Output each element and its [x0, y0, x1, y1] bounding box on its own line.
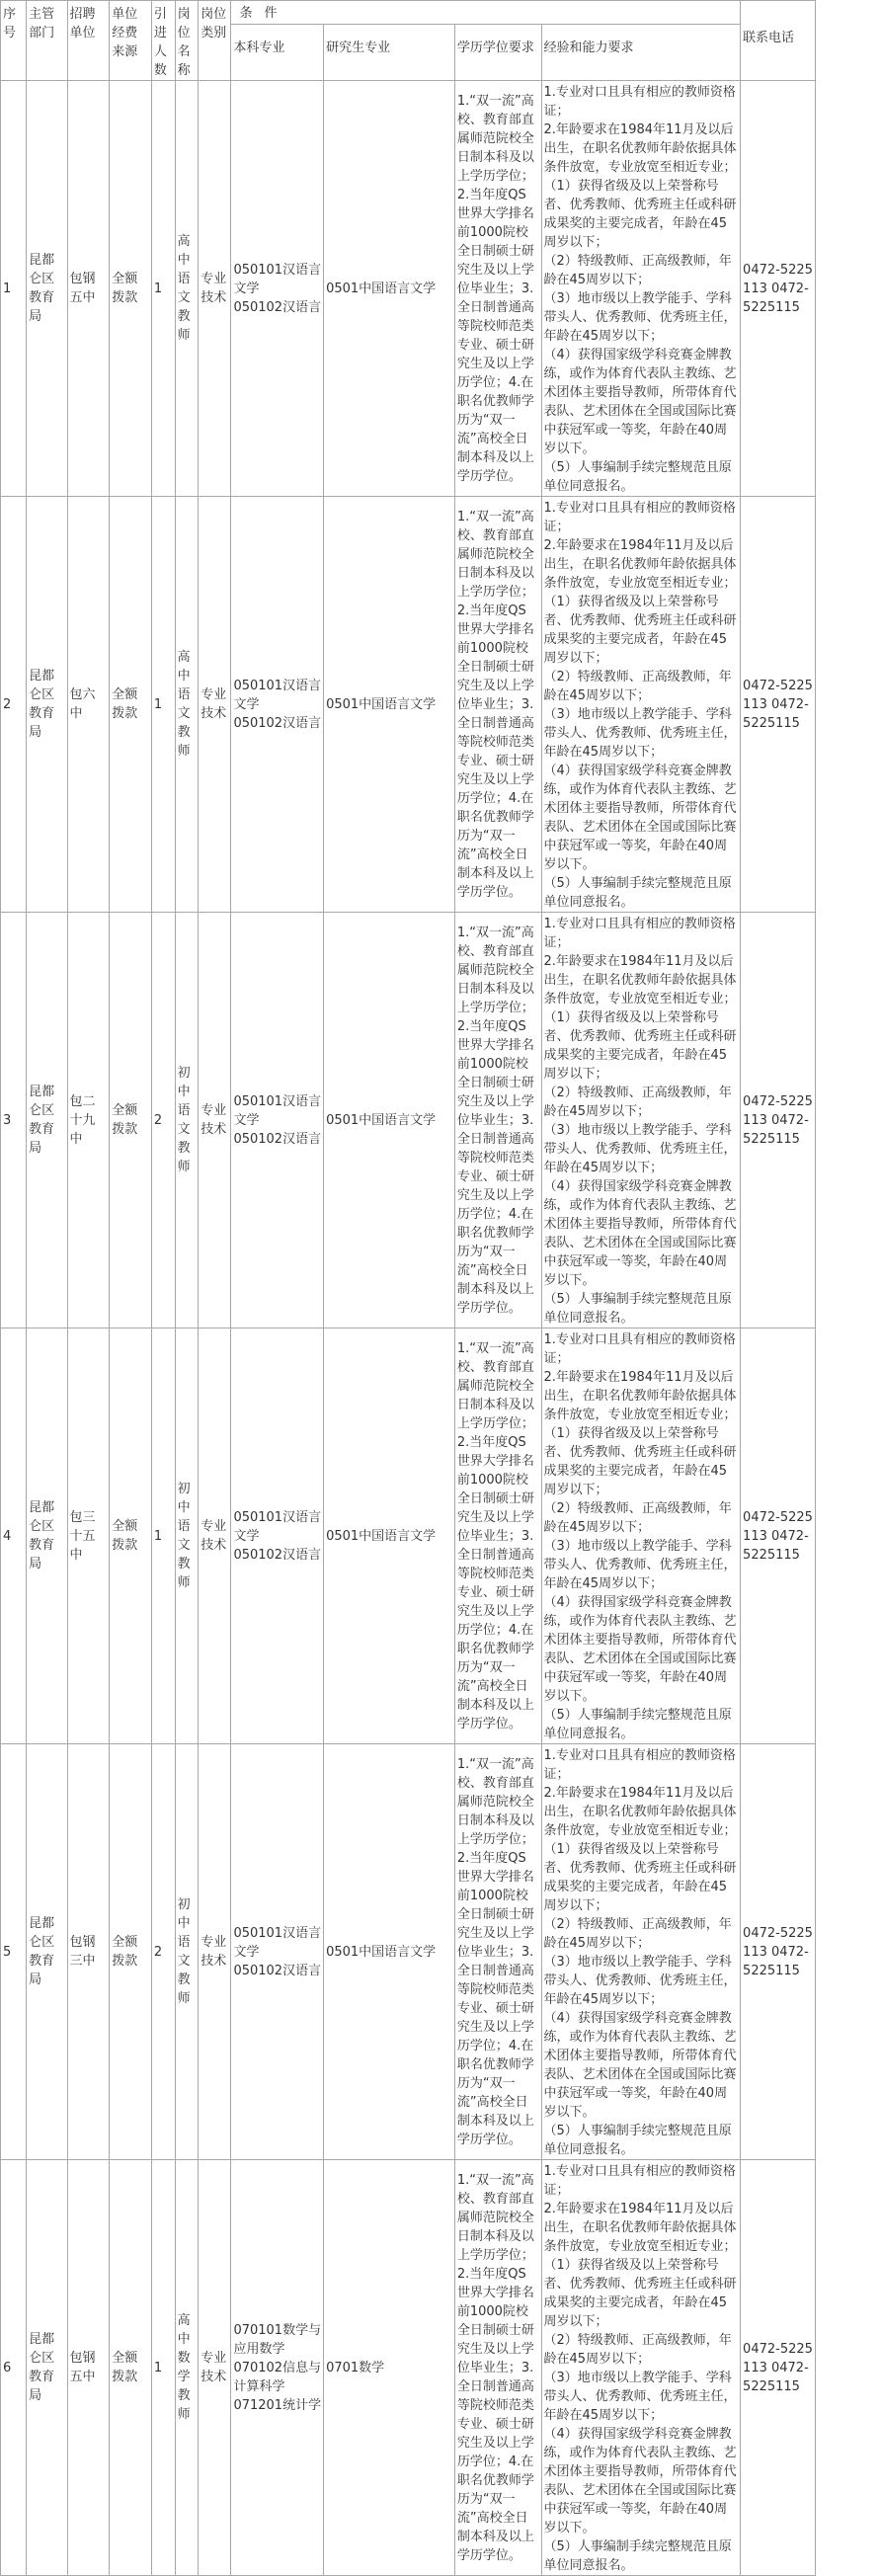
- row-contact: 0472-5225113 0472-5225115: [741, 497, 816, 913]
- experience-item: （5）人事编制手续完整规范且原单位同意报名。: [543, 460, 732, 494]
- row-count: 2: [151, 913, 175, 1328]
- row-contact: 0472-5225113 0472-5225115: [741, 1328, 816, 1744]
- experience-item: （5）人事编制手续完整规范且原单位同意报名。: [543, 1292, 732, 1326]
- experience-item: （4）获得国家级学科竞赛金牌教练，或作为体育代表队主教练、艺术团体主要指导教师，所带体育代表队、艺术团体在全国或国际比赛中获冠军或一等奖，年龄在40周岁以下。: [543, 1179, 737, 1288]
- header-count: 引进人数: [151, 1, 175, 81]
- experience-item: 1.专业对口且具有相应的教师资格证；: [543, 501, 736, 534]
- row-degree: 1.“双一流”高校、教育部直属师范院校全日制本科及以上学历学位；2.当年度QS世界大学排名前1000院校全日制硕士研究生及以上学位毕业生；3.全日制普通高等院校师范类专业、硕士研究生及以上学历学位；4.在职名优教师学历为“双一流”高校全日制本科及以上学历学位。: [454, 1328, 541, 1744]
- row-dept: 昆都仑区教育局: [27, 497, 67, 913]
- header-row: [1, 1, 816, 25]
- header-funding: 单位经费来源: [110, 1, 152, 81]
- header-experience: 经验和能力要求: [541, 25, 741, 81]
- experience-item: （3）地市级以上教学能手、学科带头人、优秀教师、优秀班主任，年龄在45周岁以下；: [543, 1123, 737, 1175]
- experience-item: （1）获得省级及以上荣誉称号者、优秀教师、优秀班主任或科研成果奖的主要完成者，年龄在45周岁以下；: [543, 1426, 737, 1497]
- header-contact: 联系电话: [741, 1, 816, 81]
- experience-item: 1.专业对口且具有相应的教师资格证；: [543, 2164, 736, 2198]
- row-funding: 全额拨款: [110, 81, 152, 497]
- row-seq: 4: [1, 1328, 27, 1744]
- row-dept: 昆都仑区教育局: [27, 81, 67, 497]
- experience-item: （2）特级教师、正高级教师，年龄在45周岁以下；: [543, 1086, 732, 1119]
- row-post-type: 专业技术: [199, 1328, 231, 1744]
- row-contact: 0472-5225113 0472-5225115: [741, 1744, 816, 2160]
- header-conditions: 条件: [231, 1, 741, 25]
- row-dept: 昆都仑区教育局: [27, 1328, 67, 1744]
- row-unit: 包六中: [67, 497, 110, 913]
- experience-item: （2）特级教师、正高级教师，年龄在45周岁以下；: [543, 2333, 732, 2367]
- experience-item: （3）地市级以上教学能手、学科带头人、优秀教师、优秀班主任，年龄在45周岁以下；: [543, 1539, 737, 1591]
- row-seq: 1: [1, 81, 27, 497]
- experience-item: （5）人事编制手续完整规范且原单位同意报名。: [543, 1708, 732, 1741]
- experience-item: （2）特级教师、正高级教师，年龄在45周岁以下；: [543, 1917, 732, 1951]
- row-major-pg: 0501中国语言文学: [324, 497, 455, 913]
- experience-item: （4）获得国家级学科竞赛金牌教练，或作为体育代表队主教练、艺术团体主要指导教师，所带体育代表队、艺术团体在全国或国际比赛中获冠军或一等奖，年龄在40周岁以下。: [543, 1595, 737, 1704]
- row-post-name: 高中语文教师: [175, 81, 199, 497]
- row-unit: 包钢五中: [67, 81, 110, 497]
- experience-item: （4）获得国家级学科竞赛金牌教练，或作为体育代表队主教练、艺术团体主要指导教师，所带体育代表队、艺术团体在全国或国际比赛中获冠军或一等奖，年龄在40周岁以下。: [543, 2011, 737, 2120]
- row-count: 1: [151, 1328, 175, 1744]
- row-unit: 包三十五中: [67, 1328, 110, 1744]
- experience-item: （2）特级教师、正高级教师，年龄在45周岁以下；: [543, 1501, 732, 1535]
- experience-item: 2.年龄要求在1984年11月及以后出生，在职名优教师年龄依据具体条件放宽，专业放宽至相近专业；: [543, 954, 737, 1006]
- experience-item: 1.专业对口且具有相应的教师资格证；: [543, 1748, 736, 1782]
- row-count: 2: [151, 1744, 175, 2160]
- row-major-pg: 0501中国语言文学: [324, 1328, 455, 1744]
- table-row: [1, 1328, 816, 1744]
- experience-item: （1）获得省级及以上荣誉称号者、优秀教师、优秀班主任或科研成果奖的主要完成者，年龄在45周岁以下；: [543, 179, 737, 250]
- experience-item: 2.年龄要求在1984年11月及以后出生，在职名优教师年龄依据具体条件放宽，专业放宽至相近专业；: [543, 1370, 737, 1422]
- row-degree: 1.“双一流”高校、教育部直属师范院校全日制本科及以上学历学位；2.当年度QS世界大学排名前1000院校全日制硕士研究生及以上学位毕业生；3.全日制普通高等院校师范类专业、硕士研究生及以上学历学位；4.在职名优教师学历为“双一流”高校全日制本科及以上学历学位。: [454, 81, 541, 497]
- experience-item: 2.年龄要求在1984年11月及以后出生，在职名优教师年龄依据具体条件放宽，专业放宽至相近专业；: [543, 122, 737, 175]
- experience-item: （1）获得省级及以上荣誉称号者、优秀教师、优秀班主任或科研成果奖的主要完成者，年龄在45周岁以下；: [543, 1842, 737, 1913]
- header-major-ug: 本科专业: [231, 25, 324, 81]
- row-funding: 全额拨款: [110, 913, 152, 1328]
- row-unit: 包钢五中: [67, 2160, 110, 2576]
- experience-item: 1.专业对口且具有相应的教师资格证；: [543, 1332, 736, 1366]
- row-degree: 1.“双一流”高校、教育部直属师范院校全日制本科及以上学历学位；2.当年度QS世界大学排名前1000院校全日制硕士研究生及以上学位毕业生；3.全日制普通高等院校师范类专业、硕士研究生及以上学历学位；4.在职名优教师学历为“双一流”高校全日制本科及以上学历学位。: [454, 2160, 541, 2576]
- experience-item: 2.年龄要求在1984年11月及以后出生，在职名优教师年龄依据具体条件放宽，专业放宽至相近专业；: [543, 1786, 737, 1838]
- row-funding: 全额拨款: [110, 1744, 152, 2160]
- row-major-ug: 070101数学与应用数学 070102信息与计算科学 071201统计学: [231, 2160, 324, 2576]
- row-degree: 1.“双一流”高校、教育部直属师范院校全日制本科及以上学历学位；2.当年度QS世界大学排名前1000院校全日制硕士研究生及以上学位毕业生；3.全日制普通高等院校师范类专业、硕士研究生及以上学历学位；4.在职名优教师学历为“双一流”高校全日制本科及以上学历学位。: [454, 1744, 541, 2160]
- row-major-pg: 0501中国语言文学: [324, 1744, 455, 2160]
- header-post-type: 岗位类别: [199, 1, 231, 81]
- row-count: 1: [151, 2160, 175, 2576]
- experience-item: （2）特级教师、正高级教师，年龄在45周岁以下；: [543, 254, 732, 287]
- experience-item: （2）特级教师、正高级教师，年龄在45周岁以下；: [543, 670, 732, 703]
- experience-item: 1.专业对口且具有相应的教师资格证；: [543, 917, 736, 950]
- row-experience: [541, 497, 741, 913]
- row-degree: 1.“双一流”高校、教育部直属师范院校全日制本科及以上学历学位；2.当年度QS世界大学排名前1000院校全日制硕士研究生及以上学位毕业生；3.全日制普通高等院校师范类专业、硕士研究生及以上学历学位；4.在职名优教师学历为“双一流”高校全日制本科及以上学历学位。: [454, 913, 541, 1328]
- row-contact: 0472-5225113 0472-5225115: [741, 913, 816, 1328]
- row-degree: 1.“双一流”高校、教育部直属师范院校全日制本科及以上学历学位；2.当年度QS世界大学排名前1000院校全日制硕士研究生及以上学位毕业生；3.全日制普通高等院校师范类专业、硕士研究生及以上学历学位；4.在职名优教师学历为“双一流”高校全日制本科及以上学历学位。: [454, 497, 541, 913]
- row-seq: 3: [1, 913, 27, 1328]
- experience-item: （4）获得国家级学科竞赛金牌教练，或作为体育代表队主教练、艺术团体主要指导教师，所带体育代表队、艺术团体在全国或国际比赛中获冠军或一等奖，年龄在40周岁以下。: [543, 2427, 737, 2536]
- row-post-name: 高中语文教师: [175, 497, 199, 913]
- row-funding: 全额拨款: [110, 2160, 152, 2576]
- table-row: [1, 1744, 816, 2160]
- row-seq: 2: [1, 497, 27, 913]
- experience-item: （1）获得省级及以上荣誉称号者、优秀教师、优秀班主任或科研成果奖的主要完成者，年龄在45周岁以下；: [543, 1010, 737, 1082]
- experience-item: （5）人事编制手续完整规范且原单位同意报名。: [543, 2539, 732, 2573]
- header-degree: 学历学位要求: [454, 25, 541, 81]
- row-major-pg: 0501中国语言文学: [324, 913, 455, 1328]
- table-row: [1, 497, 816, 913]
- experience-item: 2.年龄要求在1984年11月及以后出生，在职名优教师年龄依据具体条件放宽，专业放宽至相近专业；: [543, 538, 737, 591]
- experience-item: （1）获得省级及以上荣誉称号者、优秀教师、优秀班主任或科研成果奖的主要完成者，年龄在45周岁以下；: [543, 595, 737, 666]
- table-body: [1, 81, 816, 2576]
- row-unit: 包二十九中: [67, 913, 110, 1328]
- row-experience: [541, 81, 741, 497]
- header-post-name: 岗位名称: [175, 1, 199, 81]
- row-post-name: 初中语文教师: [175, 913, 199, 1328]
- row-major-ug: 050101汉语言文学 050102汉语言: [231, 1744, 324, 2160]
- table-row: [1, 2160, 816, 2576]
- row-post-name: 初中语文教师: [175, 1328, 199, 1744]
- row-experience: [541, 2160, 741, 2576]
- table-row: [1, 913, 816, 1328]
- row-post-type: 专业技术: [199, 1744, 231, 2160]
- header-dept: 主管部门: [27, 1, 67, 81]
- experience-item: 2.年龄要求在1984年11月及以后出生，在职名优教师年龄依据具体条件放宽，专业放宽至相近专业；: [543, 2202, 737, 2254]
- row-post-name: 高中数学教师: [175, 2160, 199, 2576]
- row-contact: 0472-5225113 0472-5225115: [741, 2160, 816, 2576]
- row-dept: 昆都仑区教育局: [27, 913, 67, 1328]
- experience-item: （5）人事编制手续完整规范且原单位同意报名。: [543, 876, 732, 910]
- row-post-type: 专业技术: [199, 81, 231, 497]
- row-major-pg: 0701数学: [324, 2160, 455, 2576]
- row-major-pg: 0501中国语言文学: [324, 81, 455, 497]
- row-seq: 5: [1, 1744, 27, 2160]
- experience-item: （3）地市级以上教学能手、学科带头人、优秀教师、优秀班主任，年龄在45周岁以下；: [543, 2371, 737, 2423]
- experience-item: （3）地市级以上教学能手、学科带头人、优秀教师、优秀班主任，年龄在45周岁以下；: [543, 291, 737, 344]
- row-dept: 昆都仑区教育局: [27, 2160, 67, 2576]
- experience-item: （5）人事编制手续完整规范且原单位同意报名。: [543, 2124, 732, 2157]
- row-unit: 包钢三中: [67, 1744, 110, 2160]
- row-post-type: 专业技术: [199, 497, 231, 913]
- row-major-ug: 050101汉语言文学 050102汉语言: [231, 81, 324, 497]
- row-major-ug: 050101汉语言文学 050102汉语言: [231, 913, 324, 1328]
- experience-item: （1）获得省级及以上荣誉称号者、优秀教师、优秀班主任或科研成果奖的主要完成者，年龄在45周岁以下；: [543, 2258, 737, 2329]
- row-seq: 6: [1, 2160, 27, 2576]
- row-experience: [541, 1328, 741, 1744]
- row-experience: [541, 1744, 741, 2160]
- row-post-name: 初中语文教师: [175, 1744, 199, 2160]
- experience-item: （4）获得国家级学科竞赛金牌教练，或作为体育代表队主教练、艺术团体主要指导教师，所带体育代表队、艺术团体在全国或国际比赛中获冠军或一等奖，年龄在40周岁以下。: [543, 348, 737, 456]
- table-row: [1, 81, 816, 497]
- row-funding: 全额拨款: [110, 497, 152, 913]
- row-experience: [541, 913, 741, 1328]
- row-count: 1: [151, 81, 175, 497]
- row-dept: 昆都仑区教育局: [27, 1744, 67, 2160]
- header-unit: 招聘单位: [67, 1, 110, 81]
- row-contact: 0472-5225113 0472-5225115: [741, 81, 816, 497]
- row-post-type: 专业技术: [199, 913, 231, 1328]
- experience-item: （3）地市级以上教学能手、学科带头人、优秀教师、优秀班主任，年龄在45周岁以下；: [543, 707, 737, 760]
- experience-item: 1.专业对口且具有相应的教师资格证；: [543, 85, 736, 119]
- row-major-ug: 050101汉语言文学 050102汉语言: [231, 1328, 324, 1744]
- header-seq: 序号: [1, 1, 27, 81]
- header-major-pg: 研究生专业: [324, 25, 455, 81]
- experience-item: （4）获得国家级学科竞赛金牌教练，或作为体育代表队主教练、艺术团体主要指导教师，所带体育代表队、艺术团体在全国或国际比赛中获冠军或一等奖，年龄在40周岁以下。: [543, 764, 737, 872]
- row-funding: 全额拨款: [110, 1328, 152, 1744]
- row-major-ug: 050101汉语言文学 050102汉语言: [231, 497, 324, 913]
- experience-item: （3）地市级以上教学能手、学科带头人、优秀教师、优秀班主任，年龄在45周岁以下；: [543, 1955, 737, 2007]
- row-count: 1: [151, 497, 175, 913]
- row-post-type: 专业技术: [199, 2160, 231, 2576]
